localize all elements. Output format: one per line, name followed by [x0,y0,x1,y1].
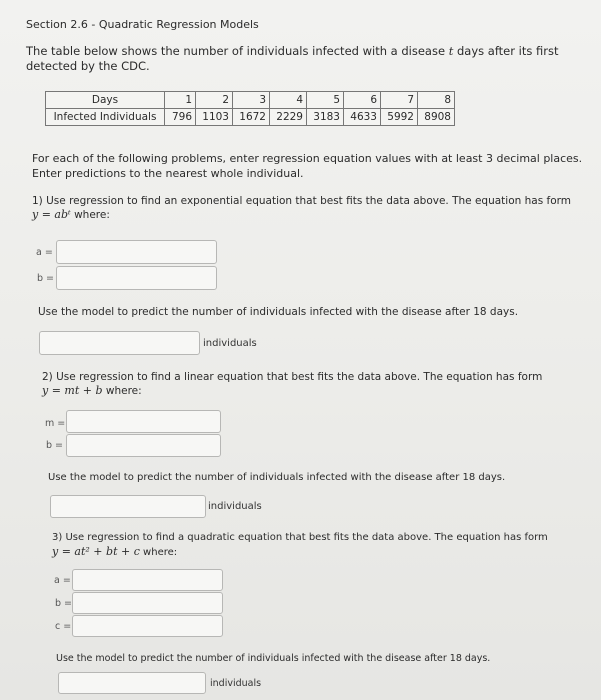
q2-b-input[interactable] [66,434,221,457]
q1-a-input[interactable] [56,240,217,264]
infected-cell: 796 [165,109,196,126]
infected-header: Infected Individuals [46,109,165,126]
infected-cell: 1672 [233,109,270,126]
q1-prediction-input[interactable] [39,331,200,355]
days-header: Days [46,92,165,109]
q3-unit: individuals [210,678,262,689]
infected-row [46,109,455,126]
q3-b-label: b = [55,598,73,609]
infected-cell: 4633 [344,109,381,126]
q3-prediction-input[interactable] [58,672,206,694]
q1-b-input[interactable] [56,266,217,290]
day-cell: 8 [418,92,455,109]
q2-m-label: m = [45,418,66,429]
q3-c-label: c = [55,621,72,632]
day-cell: 4 [270,92,307,109]
q2-text [42,370,592,398]
q1-b-label: b = [37,273,55,284]
intro-after: days after its first detected by the CDC. [26,44,559,73]
q1-equation: y = abᵗ [32,208,71,221]
q3-c-input[interactable] [72,615,223,637]
intro-variable: t [448,44,454,58]
day-cell: 5 [307,92,344,109]
q3-equation: y = at² + bt + c [52,545,140,558]
q3-a-label: a = [54,575,71,586]
days-row [46,92,455,109]
intro-before: The table below shows the number of individuals infected with a disease [26,44,449,58]
q1-a-label: a = [36,247,53,258]
q1-predict: Use the model to predict the number of individuals infected with the disease after 18 days. [38,306,519,318]
day-cell: 6 [344,92,381,109]
infected-cell: 5992 [381,109,418,126]
day-cell: 1 [165,92,196,109]
q3-a-input[interactable] [72,569,223,591]
section-title: Section 2.6 - Quadratic Regression Models [26,18,259,31]
q2-b-label: b = [46,440,64,451]
q2-predict: Use the model to predict the number of individuals infected with the disease after 18 days. [48,472,506,483]
q2-where: where: [105,385,142,397]
infected-cell: 3183 [307,109,344,126]
q1-text [32,194,592,222]
q3-predict: Use the model to predict the number of individuals infected with the disease after 18 days. [56,653,491,664]
instructions: For each of the following problems, enter regression equation values with at least 3 decimal places. Enter predictions to the nearest whole individual. [32,152,583,180]
day-cell: 2 [196,92,233,109]
infected-cell: 1103 [196,109,233,126]
q3-text [52,531,594,560]
infected-cell: 2229 [270,109,307,126]
q3-prompt: 3) Use regression to find a quadratic equation that best fits the data above. The equation has form [52,532,548,543]
intro-text [26,44,591,74]
day-cell: 7 [381,92,418,109]
q3-where: where: [143,547,178,558]
q2-unit: individuals [208,501,262,512]
q1-prompt: 1) Use regression to find an exponential equation that best fits the data above. The equation has form [32,195,572,207]
q2-prompt: 2) Use regression to find a linear equation that best fits the data above. The equation has form [42,371,543,383]
infected-cell: 8908 [418,109,455,126]
day-cell: 3 [233,92,270,109]
q3-b-input[interactable] [72,592,223,614]
q2-equation: y = mt + b [42,384,103,397]
q1-where: where: [74,209,110,221]
q2-m-input[interactable] [66,410,221,433]
q2-prediction-input[interactable] [50,495,206,518]
data-table [45,91,455,126]
q1-unit: individuals [203,338,257,349]
